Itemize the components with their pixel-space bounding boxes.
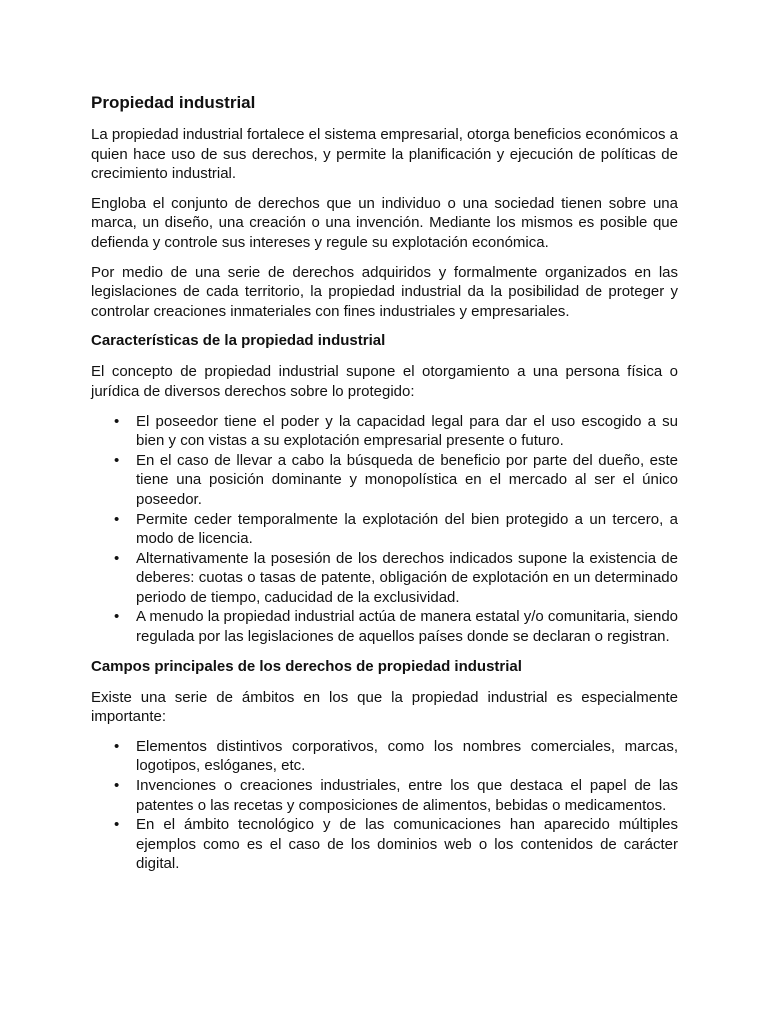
list-item [91, 607, 678, 646]
list-item [91, 412, 678, 451]
bullet-icon: • [114, 549, 120, 567]
page-title: Propiedad industrial [91, 93, 256, 112]
list-item-text: Alternativamente la posesión de los derechos indicados supone la existencia de deberes: cuotas o tasas de patente, obligación de explotación en un determinado periodo de tiempo, caducidad de la exclusividad. [136, 549, 678, 606]
intro-paragraph: La propiedad industrial fortalece el sistema empresarial, otorga beneficios económicos a quien hace uso de sus derechos, y permite la planificación y ejecución de políticas de crecimiento industrial. [91, 126, 678, 183]
bullet-icon: • [114, 608, 120, 626]
bullet-icon: • [114, 412, 120, 430]
list-item [91, 815, 678, 874]
list-item [91, 510, 678, 549]
list-item-text: A menudo la propiedad industrial actúa de manera estatal y/o comunitaria, siendo regulada por las legislaciones de aquellos países donde se declaran o registran. [136, 608, 678, 646]
section-paragraph: Existe una serie de ámbitos en los que la propiedad industrial es especialmente importante: [91, 688, 678, 726]
list-item [91, 776, 678, 815]
section-heading-caracteristicas: Características de la propiedad industrial [91, 332, 386, 350]
bullet-icon: • [114, 510, 120, 528]
list-item [91, 737, 678, 776]
list-item [91, 451, 678, 510]
list-item-text: Elementos distintivos corporativos, como los nombres comerciales, marcas, logotipos, eslóganes, etc. [136, 737, 678, 775]
list-item [91, 549, 678, 608]
list-item-text: Permite ceder temporalmente la explotación del bien protegido a un tercero, a modo de licencia. [136, 510, 678, 548]
list-item-text: El poseedor tiene el poder y la capacidad legal para dar el uso escogido a su bien y con vistas a su explotación empresarial presente o futuro. [136, 412, 678, 450]
intro-paragraph: Por medio de una serie de derechos adquiridos y formalmente organizados en las legislaciones de cada territorio, la propiedad industrial da la posibilidad de proteger y controlar creaciones inmateriales con fines industriales y empresariales. [91, 263, 678, 320]
bullet-list-campos [91, 737, 678, 874]
bullet-list-caracteristicas [91, 412, 678, 647]
list-item-text: Invenciones o creaciones industriales, entre los que destaca el papel de las patentes o las recetas y composiciones de alimentos, bebidas o medicamentos. [136, 777, 678, 814]
bullet-icon: • [114, 737, 120, 755]
list-item-text: En el ámbito tecnológico y de las comunicaciones han aparecido múltiples ejemplos como es el caso de los dominios web o los contenidos de carácter digital. [136, 816, 678, 873]
section-paragraph: El concepto de propiedad industrial supone el otorgamiento a una persona física o jurídica de diversos derechos sobre lo protegido: [91, 363, 678, 400]
section-heading-campos: Campos principales de los derechos de propiedad industrial [91, 657, 522, 675]
bullet-icon: • [114, 816, 120, 834]
intro-paragraph: Engloba el conjunto de derechos que un individuo o una sociedad tienen sobre una marca, un diseño, una creación o una invención. Mediante los mismos es posible que defienda y controle sus intereses y regule su explotación económica. [91, 194, 678, 251]
list-item-text: En el caso de llevar a cabo la búsqueda de beneficio por parte del dueño, este tiene una posición dominante y monopolística en el mercado al ser el único poseedor. [136, 451, 678, 508]
bullet-icon: • [114, 777, 120, 795]
bullet-icon: • [114, 451, 120, 469]
